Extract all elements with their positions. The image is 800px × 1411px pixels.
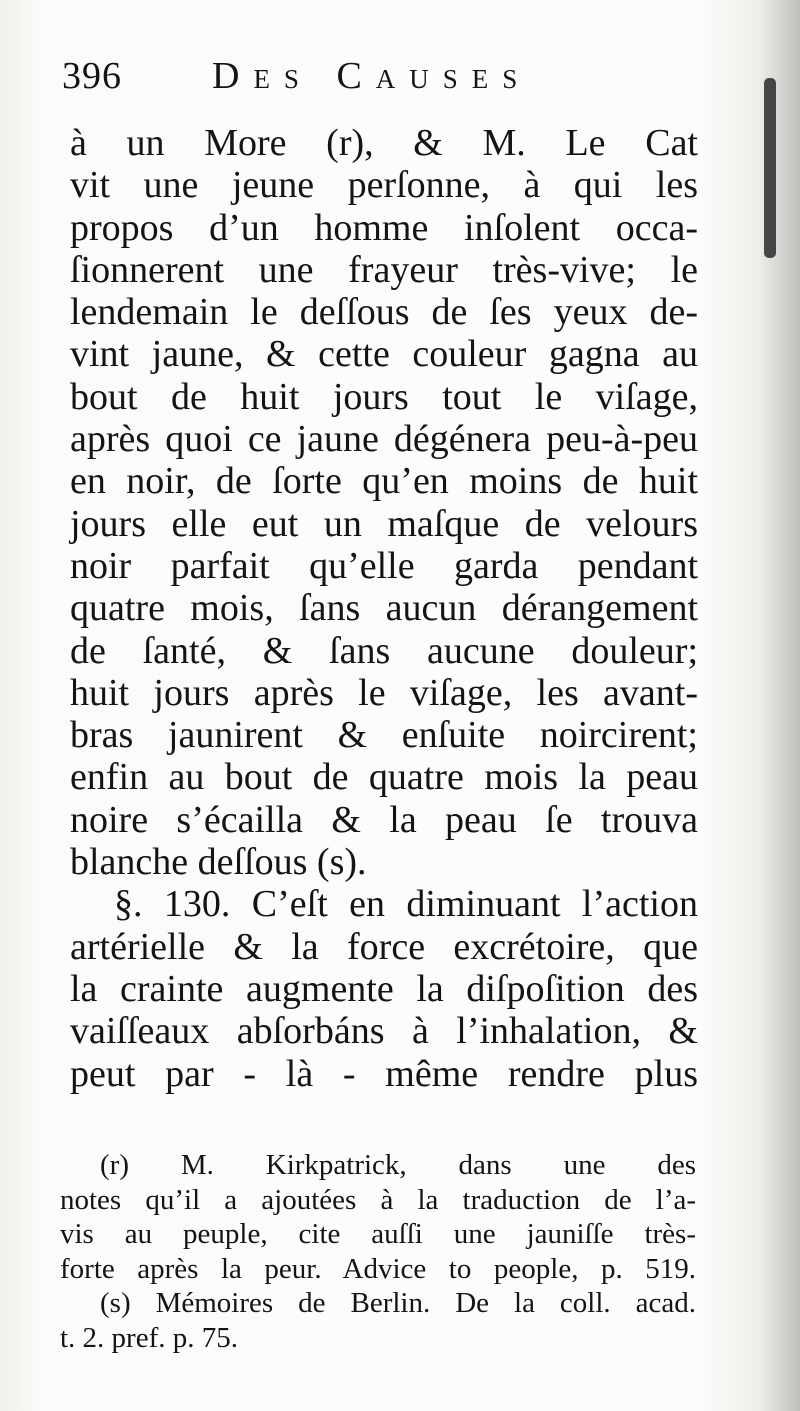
page-number: 396	[62, 55, 122, 97]
text-line: bout de huit jours tout le viſage,	[70, 375, 698, 418]
text-line: quatre mois, ſans aucun dérangement	[70, 587, 698, 630]
text-line: propos d’un homme inſolent occa-	[70, 206, 698, 249]
footnote-line: notes qu’il a ajoutées à la traduction de l’a-	[60, 1183, 696, 1216]
text-line: noir parfait qu’elle garda pendant	[70, 544, 698, 587]
text-line: de ſanté, & ſans aucune douleur;	[70, 629, 698, 672]
body-text	[70, 122, 698, 1095]
text-line: vit une jeune perſonne, à qui les	[70, 164, 698, 207]
text-line: bras jaunirent & enſuite noircirent;	[70, 714, 698, 757]
page-header	[62, 50, 622, 100]
footnotes	[60, 1148, 696, 1355]
section-line: §. 130. C’eſt en diminuant l’action	[114, 883, 698, 926]
text-line: vaiſſeaux abſorbáns à l’inhalation, &	[70, 1010, 698, 1053]
footnote-line: t. 2. pref. p. 75.	[60, 1321, 238, 1354]
footnote-line: forte après la peur. Advice to people, p. 519.	[60, 1252, 696, 1285]
text-line: huit jours après le viſage, les avant-	[70, 671, 698, 714]
text-line: lendemain le deſſous de ſes yeux de-	[70, 291, 698, 334]
footnote-line: (s) Mémoires de Berlin. De la coll. acad.	[100, 1287, 696, 1319]
text-line: artérielle & la force excrétoire, que	[70, 925, 698, 968]
text-line: ſionnerent une frayeur très-vive; le	[70, 248, 698, 291]
text-line: en noir, de ſorte qu’en moins de huit	[70, 460, 698, 503]
footnote-line: (r) M. Kirkpatrick, dans une des	[100, 1149, 696, 1181]
text-line: peut par - là - même rendre plus	[70, 1052, 698, 1095]
text-line: blanche deſſous (s).	[70, 841, 367, 884]
binding-edge-mark	[764, 78, 776, 258]
text-line: enfin au bout de quatre mois la peau	[70, 756, 698, 799]
text-line: jours elle eut un maſque de velours	[70, 502, 698, 545]
text-line: la crainte augmente la diſpoſition des	[70, 967, 698, 1010]
running-title: Des Causes	[212, 55, 532, 97]
text-line: noire s’écailla & la peau ſe trouva	[70, 798, 698, 841]
footnote-line: vis au peuple, cite auſſi une jauniſſe très-	[60, 1218, 696, 1250]
text-line: vint jaune, & cette couleur gagna au	[70, 333, 698, 376]
text-line: après quoi ce jaune dégénera peu-à-peu	[70, 418, 698, 461]
text-line: à un More (r), & M. Le Cat	[70, 122, 698, 164]
